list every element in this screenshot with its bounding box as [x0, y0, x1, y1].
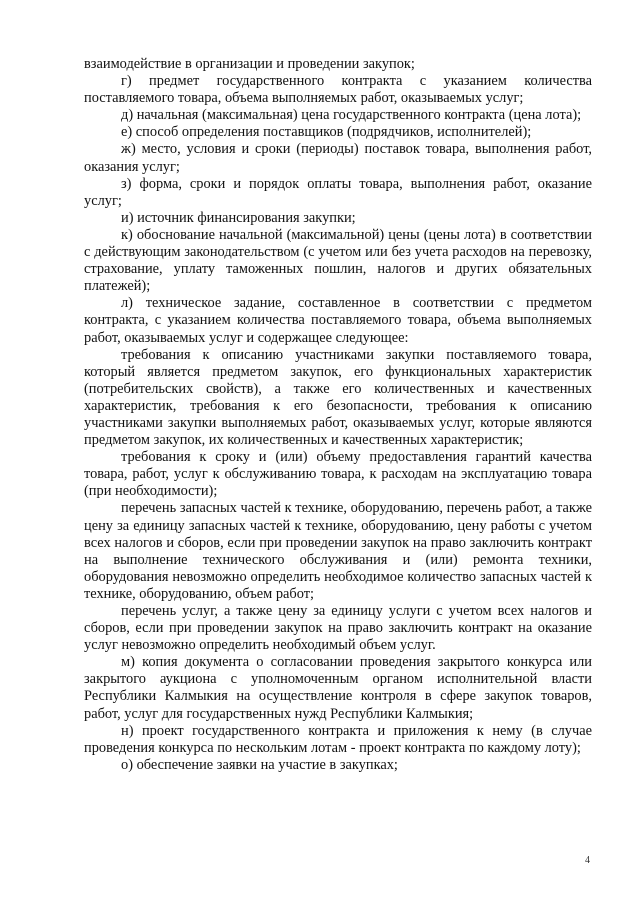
paragraph-item-g: г) предмет государственного контракта с указанием количества поставляемого товара, объема выполняемых работ, оказываемых услуг; [84, 73, 592, 107]
page-number: 4 [585, 855, 590, 866]
document-body [84, 56, 592, 774]
paragraph-item-n: н) проект государственного контракта и приложения к нему (в случае проведения конкурса по нескольким лотам - проект контракта по каждому лоту); [84, 722, 592, 756]
paragraph-item-z: з) форма, сроки и порядок оплаты товара, выполнения работ, оказание услуг; [84, 175, 592, 209]
paragraph-services-list: перечень услуг, а также цену за единицу услуги с учетом всех налогов и сборов, если при проведении закупок на право заключить контракт на оказание услуг невозможно определить необходимый объем услуг. [84, 603, 592, 654]
paragraph-item-zh: ж) место, условия и сроки (периоды) поставок товара, выполнения работ, оказания услуг; [84, 141, 592, 175]
paragraph-requirements-guarantee: требования к сроку и (или) объему предоставления гарантий качества товара, работ, услуг к обслуживанию товара, к расходам на эксплуатацию товара (при необходимости); [84, 449, 592, 500]
paragraph-item-o: о) обеспечение заявки на участие в закупках; [121, 756, 398, 773]
paragraph-item-d: д) начальная (максимальная) цена государственного контракта (цена лота); [121, 107, 582, 124]
paragraph-item-i: и) источник финансирования закупки; [121, 209, 356, 226]
paragraph-continuation: взаимодействие в организации и проведении закупок; [84, 56, 415, 72]
paragraph-item-e: е) способ определения поставщиков (подрядчиков, исполнителей); [121, 124, 532, 141]
paragraph-item-l: л) техническое задание, составленное в соответствии с предметом контракта, с указанием количества поставляемого товара, объема выполняемых работ, оказываемых услуг и содержащее следующее: [84, 295, 592, 346]
paragraph-item-k: к) обоснование начальной (максимальной) цены (цены лота) в соответствии с действующим законодательством (с учетом или без учета расходов на перевозку, страхование, уплату таможенных пошлин, налогов и других обязательных платежей); [84, 226, 592, 295]
paragraph-requirements-goods: требования к описанию участниками закупки поставляемого товара, который является предметом закупок, его функциональных характеристик (потребительских свойств), а также его количественных и качественных характеристик, требования к его безопасности, требования к описанию участниками закупки выполняемых работ, оказываемых услуг, которые являются предметом закупок, их количественных и качественных характеристик; [84, 346, 592, 449]
paragraph-item-m: м) копия документа о согласовании проведения закрытого конкурса или закрытого аукциона с уполномоченным органом исполнительной власти Республики Калмыкия на осуществление контроля в сфере закупок товаров, работ, услуг для государственных нужд Республики Калмыкия; [84, 654, 592, 722]
paragraph-spare-parts: перечень запасных частей к технике, оборудованию, перечень работ, а также цену за единицу запасных частей к технике, оборудованию, цену работы с учетом всех налогов и сборов, если при проведении закупок на право заключить контракт на выполнение технического обслуживания и (или) ремонта техники, оборудования невозможно определить необходимое количество запасных частей к технике, оборудованию, объем работ; [84, 500, 592, 602]
